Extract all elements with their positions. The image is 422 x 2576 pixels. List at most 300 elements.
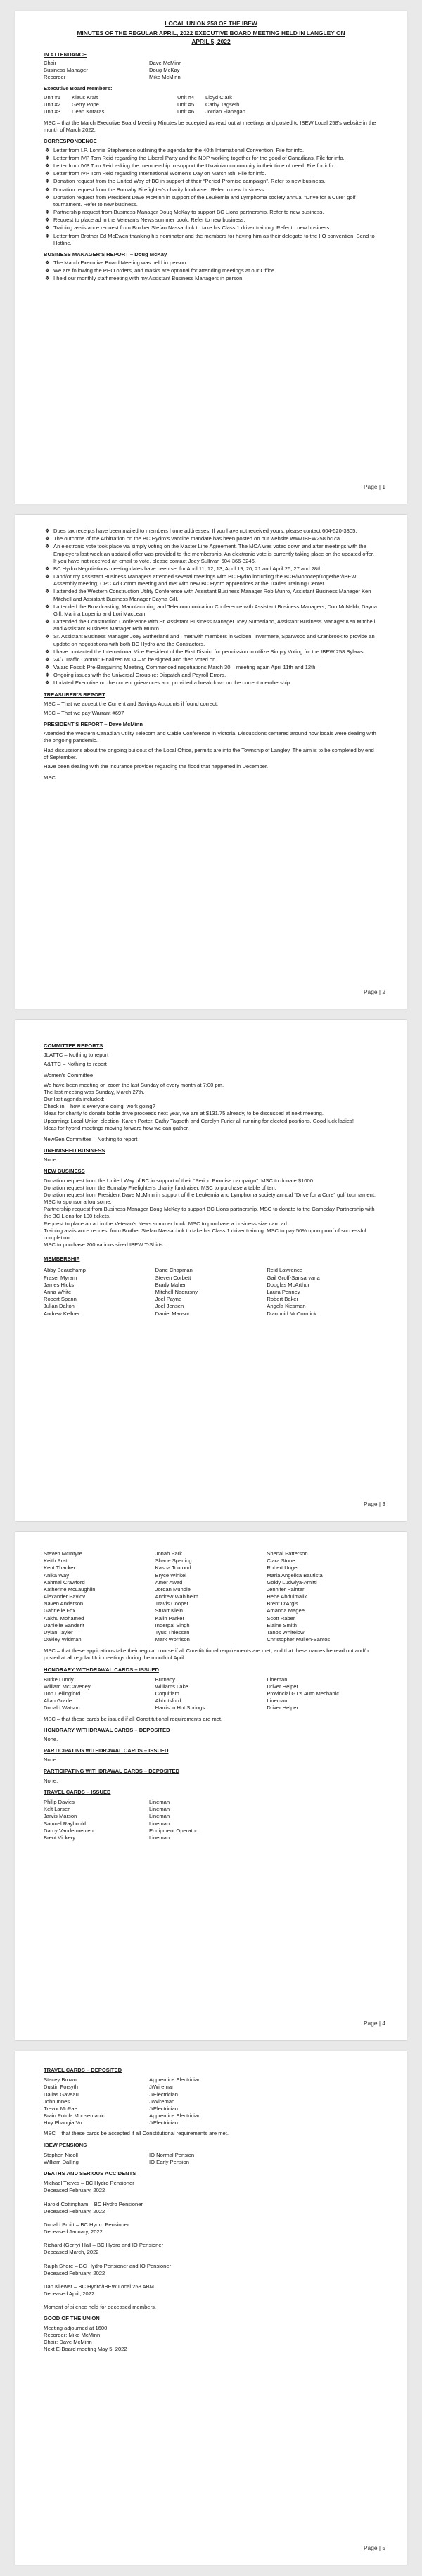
- bullet-icon: ❖: [45, 664, 50, 671]
- bullet-icon: ❖: [45, 535, 50, 542]
- member-name: Mark Worrison: [155, 1636, 190, 1643]
- business-manager-report-list: [44, 260, 378, 283]
- member-name: Shane Sperling: [155, 1557, 192, 1564]
- deceased-name: Richard (Gerry) Hall – BC Hydro and IO Pensioner: [44, 2242, 164, 2249]
- member-name: Robert Baker: [267, 1296, 299, 1303]
- list-item: [44, 680, 378, 687]
- table-row: [44, 1557, 378, 1564]
- table-row: [44, 1586, 378, 1593]
- table-row: [44, 1311, 378, 1318]
- bullet-icon: ❖: [45, 170, 50, 177]
- bullet-icon: ❖: [45, 178, 50, 185]
- member-name: Laura Penney: [267, 1288, 300, 1295]
- list-item-text: The outcome of the Arbitration on the BC Hydro's vaccine mandate has been posted on our website www.IBEW258.bc.ca: [53, 535, 340, 542]
- table-row: [44, 1550, 378, 1557]
- table-row: [44, 2105, 200, 2112]
- participating-issued-heading: PARTICIPATING WITHDRAWAL CARDS – ISSUED: [44, 1747, 169, 1754]
- table-row: [44, 1579, 378, 1586]
- member-name: Reid Lawrence: [267, 1267, 302, 1274]
- member-trade: Lineman: [149, 1820, 170, 1827]
- member-name: Travis Cooper: [155, 1600, 189, 1607]
- bullet-icon: ❖: [45, 260, 50, 267]
- member-name: John Innes: [44, 2098, 70, 2105]
- member-name: Maria Angelica Bautista: [267, 1571, 323, 1579]
- list-item: [44, 656, 378, 663]
- list-item: [44, 178, 378, 185]
- list-item-text: Sr. Assistant Business Manager Joey Sutherland and I met with members in Golden, Invermere, Sparwood and Cranbrook to provide an update on negotiations with both BC Hydro and the Contractors.: [53, 633, 375, 647]
- bullet-icon: ❖: [45, 565, 50, 572]
- member-name: Abby Beauchamp: [44, 1267, 86, 1274]
- member-location: Williams Lake: [155, 1683, 188, 1690]
- table-row: [44, 1615, 378, 1622]
- member-name: Fraser Myram: [44, 1274, 77, 1281]
- list-item: [44, 186, 378, 193]
- list-item: [44, 233, 378, 247]
- member-name: Katherine McLaughlin: [44, 1586, 96, 1593]
- bullet-icon: ❖: [45, 146, 50, 153]
- member-name: Burke Lundy: [44, 1676, 74, 1683]
- pension-type: IO Normal Pension: [149, 2151, 195, 2158]
- note-line: Check in – how is everyone doing, work going?: [44, 1103, 155, 1110]
- member-trade: Apprentice Electrician: [149, 2112, 201, 2119]
- list-item: [44, 528, 378, 535]
- membership-motion: MSC – that these applications take their regular course if all Constitutional requirements are met, and that these names be read out and/or posted at all regular Unit meetings during the month of April.: [44, 1647, 371, 1662]
- table-row: [44, 74, 181, 81]
- member-name: William Dalling: [44, 2158, 79, 2165]
- member-name: William McCaveney: [44, 1683, 91, 1690]
- page-number: Page | 5: [363, 2544, 385, 2551]
- list-item: [44, 2180, 378, 2194]
- honorary-issued-table: [44, 1676, 378, 1712]
- document-page-2: [15, 515, 407, 1009]
- table-row: [44, 1607, 378, 1614]
- list-item: [44, 260, 378, 267]
- member-name: Stacey Brown: [44, 2077, 77, 2084]
- table-row: [44, 67, 181, 74]
- member-location: Burnaby: [155, 1676, 175, 1683]
- list-item-text: BC Hydro Negotiations meeting dates have been set for April 11, 12, 13, April 19, 20, 21 and April 26, 27 and 28th.: [53, 565, 324, 572]
- member-name: Dane Chapman: [155, 1267, 193, 1274]
- member-location: Abbotsford: [155, 1697, 181, 1704]
- member-name: Amanda Magee: [267, 1607, 305, 1614]
- member-location: Harrison Hot Springs: [155, 1704, 205, 1711]
- note-line: Donation request from the Burnaby Firefighter's charity fundraiser. MSC to purchase a table of ten.: [44, 1184, 276, 1191]
- member-name: Brent Vickery: [44, 1834, 76, 1841]
- member-name: Steven McIntyre: [44, 1550, 82, 1557]
- table-row: [44, 1828, 197, 1835]
- note-line: Recorder: Mike McMinn: [44, 2331, 101, 2338]
- member-name: Keith Pratt: [44, 1557, 69, 1564]
- member-name: Gerry Pope: [72, 101, 99, 108]
- business-manager-report-list-continued: [44, 528, 378, 687]
- deceased-name: Michael Treves – BC Hydro Pensioner: [44, 2180, 134, 2187]
- unit-label: Unit #4: [177, 94, 195, 101]
- deceased-name: Harold Cottingham – BC Hydro Pensioner: [44, 2200, 143, 2207]
- member-name: Kent Thacker: [44, 1564, 76, 1571]
- bullet-icon: ❖: [45, 162, 50, 169]
- member-name: Elaine Smith: [267, 1621, 297, 1628]
- member-name: Jennifer Painter: [267, 1586, 305, 1593]
- member-name: Alexander Pavlov: [44, 1593, 86, 1600]
- member-trade: Lineman: [149, 1813, 170, 1820]
- list-item-text: Letter from Brother Ed McEwen thanking his nominator and the members for having him as their delegate to the I.O convention. Send to Hotline.: [53, 232, 375, 246]
- list-item: [44, 2263, 378, 2277]
- document-subtitle: MINUTES OF THE REGULAR APRIL, 2022 EXECUTIVE BOARD MEETING HELD IN LANGLEY ON APRIL 5, 2022: [77, 30, 345, 45]
- list-item-text: Ongoing issues with the Universal Group re: Dispatch and Payroll Errors.: [53, 672, 226, 679]
- bullet-icon: ❖: [45, 193, 50, 200]
- membership-heading: MEMBERSHIP: [44, 1256, 80, 1263]
- bullet-icon: ❖: [45, 648, 50, 655]
- president-report-text: Had discussions about the ongoing buildout of the Local Office, permits are into the Township of Langley. The aim is to be completed by end of September.: [44, 746, 374, 760]
- member-name: Brent D'Argis: [267, 1600, 298, 1607]
- table-row: [44, 1835, 197, 1842]
- list-item-text: I attended the Construction Conference with Sr. Assistant Business Manager Joey Sutherland, Assistant Business Manager Ken Mitchell and Assistant Business Manager Rob Munro.: [53, 618, 376, 632]
- note-line: Chair: Dave McMinn: [44, 2338, 92, 2345]
- bullet-icon: ❖: [45, 618, 50, 625]
- attendance-name: Doug McKay: [149, 67, 180, 74]
- honorary-issued-motion: MSC – that these cards be issued if all Constitutional requirements are met.: [44, 1715, 223, 1722]
- note-line: Request to place an ad in the Veteran's News summer book. MSC to purchase a business size card ad.: [44, 1220, 288, 1227]
- deaths-heading: DEATHS AND SERIOUS ACCIDENTS: [44, 2170, 136, 2177]
- member-trade: Lineman: [267, 1676, 288, 1683]
- list-item-text: I attended the Broadcasting, Manufacturing and Telecommunication Conference with Assistant Business Managers, Don McNabb, Dayna Gill, Marina Lupenio and Lori MacLean.: [53, 603, 377, 617]
- deaths-list: [44, 2180, 378, 2297]
- member-name: Don Dellingford: [44, 1690, 81, 1697]
- travel-issued-heading: TRAVEL CARDS – ISSUED: [44, 1788, 111, 1795]
- member-name: Darcy Vandermeulen: [44, 1827, 94, 1834]
- president-report-text: Attended the Western Canadian Utility Telecom and Cable Conference in Victoria. Discussions centered around how locals were dealing with the ongoing pandemic.: [44, 730, 376, 744]
- deceased-date: Deceased February, 2022: [44, 2207, 106, 2214]
- bullet-icon: ❖: [45, 573, 50, 580]
- note-line: Donation request from President Dave McMinn in support of the Leukemia and Lymphoma society annual “Drive for a Cure” golf tournament. MSC to sponsor a foursome.: [44, 1191, 376, 1206]
- member-name: Kasha Tourond: [155, 1564, 191, 1571]
- president-report-heading: PRESIDENT'S REPORT – Dave McMinn: [44, 721, 143, 728]
- note-line: MSC to purchase 200 various sized IBEW T-Shirts.: [44, 1242, 165, 1249]
- list-item-text: Letter from IVP Tom Reid asking the membership to support the Ukrainian community in their time of need. File for info.: [53, 162, 335, 169]
- member-name: Philip Davies: [44, 1798, 75, 1805]
- new-business-heading: NEW BUSINESS: [44, 1168, 85, 1175]
- table-row: [44, 1275, 378, 1282]
- list-item: [44, 209, 378, 216]
- note-line: Meeting adjourned at 1600: [44, 2324, 108, 2331]
- list-item-text: Donation request from the Burnaby Firefighter's charity fundraiser. Refer to new business.: [53, 186, 266, 193]
- unit-label: Unit #6: [177, 108, 195, 115]
- member-trade: J/Electrician: [149, 2091, 178, 2098]
- treasurer-motion-warrant: MSC – That we pay Warrant #697: [44, 709, 124, 716]
- list-item: [44, 275, 378, 282]
- note-line: Ideas for charity to donate bottle drive proceeds next year, we are at $131.75 already, to be discussed at next meeting.: [44, 1110, 324, 1117]
- list-item: [44, 633, 378, 647]
- member-name: Gail Groff-Sansarvaria: [267, 1274, 320, 1281]
- bullet-icon: ❖: [45, 217, 50, 224]
- travel-deposited-heading: TRAVEL CARDS – DEPOSITED: [44, 2067, 122, 2073]
- list-item-text: I held our monthly staff meeting with my Assistant Business Managers in person.: [53, 275, 244, 282]
- member-name: Jordan Flanagan: [205, 108, 245, 115]
- member-trade: J/Wireman: [149, 2084, 175, 2091]
- member-name: Donald Watson: [44, 1704, 80, 1711]
- note-line: Training assistance request from Brother Stefan Nassachuk to take his Class 1 driver training. MSC to pay 50% upon proof of successful completion.: [44, 1227, 366, 1241]
- member-name: Inderpal Singh: [155, 1621, 190, 1628]
- member-name: Douglas McArthur: [267, 1281, 310, 1288]
- bullet-icon: ❖: [45, 656, 50, 663]
- honorary-deposited-text: None.: [44, 1735, 58, 1742]
- member-name: Huy Phangia Vu: [44, 2119, 82, 2127]
- list-item: [44, 573, 378, 587]
- good-of-union-notes: [44, 2325, 378, 2354]
- list-item-text: Letter from IVP Tom Reid regarding the Liberal Party and the NDP working together for the good of Canadians. File for info.: [53, 154, 345, 161]
- exec-board-heading: Executive Board Members:: [44, 85, 113, 92]
- member-name: Dallas Gaveau: [44, 2091, 79, 2098]
- attendance-role: Business Manager: [44, 67, 88, 74]
- table-row: [44, 1622, 378, 1629]
- list-item: [44, 2201, 378, 2215]
- member-name: Robert Unger: [267, 1564, 299, 1571]
- honorary-deposited-heading: HONORARY WITHDRAWAL CARDS – DEPOSITED: [44, 1726, 170, 1733]
- list-item: [44, 535, 378, 542]
- list-item: [44, 162, 378, 170]
- participating-deposited-heading: PARTICIPATING WITHDRAWAL CARDS – DEPOSITED: [44, 1768, 180, 1775]
- table-row: [44, 1690, 378, 1697]
- bullet-icon: ❖: [45, 267, 50, 274]
- table-row: [44, 1704, 378, 1711]
- member-name: Goldy Ludwiya-Amitti: [267, 1579, 317, 1586]
- membership-table: [44, 1267, 378, 1317]
- table-row: [44, 1303, 378, 1310]
- list-item-text: 24/7 Traffic Control: Finalized MOA – to be signed and then voted on.: [53, 656, 217, 663]
- member-trade: Apprentice Electrician: [149, 2077, 201, 2084]
- member-trade: Lineman: [149, 1834, 170, 1841]
- member-name: Kelt Larsen: [44, 1806, 71, 1813]
- table-row: [44, 1282, 378, 1289]
- document-page-1: [15, 11, 407, 504]
- bullet-icon: ❖: [45, 275, 50, 282]
- member-trade: J/Wireman: [149, 2098, 175, 2105]
- moment-of-silence: Moment of silence held for deceased members.: [44, 2304, 156, 2311]
- committee-report-line: NewGen Committee – Nothing to report: [44, 1135, 138, 1142]
- member-name: Tyus Thiessen: [155, 1628, 190, 1635]
- list-item-text: Training assistance request from Brother Stefan Nassachuk to take his Class 1 driver training. Refer to new business.: [53, 224, 331, 231]
- president-report-text: Have been dealing with the insurance provider regarding the flood that happened in December.: [44, 763, 269, 770]
- member-name: Joel Jensen: [155, 1303, 184, 1310]
- list-item: [44, 170, 378, 177]
- participating-deposited-text: None.: [44, 1777, 58, 1784]
- member-name: Samuel Raybould: [44, 1820, 86, 1827]
- bullet-icon: ❖: [45, 680, 50, 687]
- attendance-heading: IN ATTENDANCE: [44, 51, 87, 58]
- member-name: Dean Kotaras: [72, 108, 105, 115]
- note-line: We have been meeting on zoom the last Sunday of every month at 7:00 pm.: [44, 1081, 224, 1088]
- member-name: Julian Dalton: [44, 1303, 75, 1310]
- member-trade: Lineman: [149, 1806, 170, 1813]
- table-row: [44, 2098, 200, 2105]
- member-name: Andrew Kellner: [44, 1310, 80, 1317]
- document-page-5: [15, 2051, 407, 2565]
- list-item: [44, 147, 378, 154]
- deceased-name: Dan Kliewer – BC Hydro/IBEW Local 258 ABM: [44, 2283, 155, 2290]
- member-name: James Hicks: [44, 1281, 75, 1288]
- member-name: Aakhu Mohamed: [44, 1614, 84, 1621]
- note-line: Ideas for hybrid meetings moving forward how we can gather.: [44, 1124, 189, 1131]
- unit-label: Unit #3: [44, 108, 61, 115]
- list-item: [44, 664, 378, 671]
- business-manager-report-heading: BUSINESS MANAGER'S REPORT – Doug McKay: [44, 250, 167, 257]
- bullet-icon: ❖: [45, 209, 50, 216]
- member-name: Daniel Mansur: [155, 1310, 190, 1317]
- page-number: Page | 4: [363, 2019, 385, 2027]
- member-name: Jordan Mundle: [155, 1586, 191, 1593]
- member-name: Steven Corbett: [155, 1274, 191, 1281]
- member-name: Dylan Tayler: [44, 1628, 73, 1635]
- member-name: Dustin Forsyth: [44, 2084, 78, 2091]
- good-of-union-heading: GOOD OF THE UNION: [44, 2315, 100, 2322]
- president-report-motion: MSC: [44, 774, 56, 782]
- list-item-text: Donation request from President Dave McMinn in support of the Leukemia and Lymphoma society annual “Drive for a Cure” golf tournament. Refer to new business.: [53, 193, 356, 208]
- document-title: LOCAL UNION 258 OF THE IBEW: [165, 20, 257, 27]
- member-trade: J/Electrician: [149, 2119, 178, 2127]
- note-line: Our last agenda included:: [44, 1096, 105, 1103]
- bullet-icon: ❖: [45, 543, 50, 550]
- table-row: [44, 2112, 200, 2119]
- member-name: Amer Awad: [155, 1579, 183, 1586]
- table-row: [44, 2077, 200, 2084]
- deceased-date: Deceased January, 2022: [44, 2229, 103, 2236]
- list-item: [44, 672, 378, 679]
- member-name: Gabrielle Fox: [44, 1607, 76, 1614]
- member-trade: Driver Helper: [267, 1704, 299, 1711]
- member-name: Jarvis Marson: [44, 1813, 77, 1820]
- table-row: [44, 1799, 197, 1806]
- table-row: [44, 2119, 200, 2127]
- list-item-text: Partnership request from Business Manager Doug McKay to support BC Lions partnership. Refer to new business.: [53, 209, 324, 216]
- member-name: Stuart Klein: [155, 1607, 183, 1614]
- member-name: Trevor McRae: [44, 2105, 77, 2112]
- list-item: [44, 2221, 378, 2236]
- attendance-role: Recorder: [44, 74, 66, 81]
- list-item: [44, 566, 378, 573]
- treasurer-motion: MSC – That we accept the Current and Savings Accounts if found correct.: [44, 700, 219, 707]
- list-item-text: Donation request from the United Way of BC in support of their “Period Promise campaign”. Refer to new business.: [53, 178, 326, 185]
- bullet-icon: ❖: [45, 186, 50, 193]
- womens-committee-label: Women's Committee: [44, 1071, 94, 1078]
- member-name: Danielle Sanderit: [44, 1621, 84, 1628]
- list-item: [44, 543, 378, 565]
- member-name: Scott Raber: [267, 1614, 295, 1621]
- member-name: Allan Grade: [44, 1697, 72, 1704]
- member-name: Anna White: [44, 1288, 72, 1295]
- list-item: [44, 604, 378, 618]
- table-row: [44, 1564, 378, 1571]
- table-row: [44, 1600, 378, 1607]
- pensions-table: [44, 2152, 194, 2166]
- unit-label: Unit #2: [44, 101, 61, 108]
- member-trade: Lineman: [267, 1697, 288, 1704]
- table-row: [44, 1593, 378, 1600]
- table-row: [44, 1813, 197, 1820]
- note-line: Donation request from the United Way of BC in support of their “Period Promise campaign”. MSC to donate $1000.: [44, 1177, 315, 1184]
- table-row: [44, 94, 378, 101]
- member-trade: Lineman: [149, 1798, 170, 1805]
- note-line: Partnership request from Business Manager Doug McKay to support BC Lions partnership. MSC to donate to the Gameday Partnership with the BC Lions for 100 tickets.: [44, 1206, 375, 1220]
- list-item: [44, 2242, 378, 2256]
- correspondence-list: [44, 147, 378, 247]
- travel-issued-table: [44, 1799, 197, 1842]
- list-item: [44, 194, 378, 208]
- member-name: Andrew Wahlheim: [155, 1593, 198, 1600]
- member-trade: Equipment Operator: [149, 1827, 198, 1834]
- table-row: [44, 1683, 378, 1690]
- member-trade: Driver Helper: [267, 1683, 299, 1690]
- table-row: [44, 1806, 197, 1813]
- member-name: Hebe Abdulmalik: [267, 1593, 307, 1600]
- list-item-text: An electronic vote took place via simply voting on the Master Line Agreement. The MOA was voted down and after meetings with the Employers last week an updated offer was provided to the membership. An electronic vote is currently taking place on the updated offer. If you have not received an email to vote, please contact Joey Sullivan 604-366-3246.: [53, 543, 375, 564]
- list-item: [44, 217, 378, 224]
- member-name: Oakley Widman: [44, 1636, 82, 1643]
- table-row: [44, 2152, 194, 2159]
- bullet-icon: ❖: [45, 224, 50, 231]
- womens-committee-notes: [44, 1082, 378, 1132]
- list-item-text: Letter from IVP Tom Reid regarding International Women's Day on March 8th. File for info.: [53, 170, 267, 177]
- deceased-date: Deceased February, 2022: [44, 2269, 106, 2276]
- table-row: [44, 1296, 378, 1303]
- membership-table-continued: [44, 1550, 378, 1643]
- member-name: Cathy Tagseth: [205, 101, 240, 108]
- list-item: [44, 588, 378, 602]
- bullet-icon: ❖: [45, 232, 50, 239]
- member-name: Shenal Patterson: [267, 1550, 308, 1557]
- table-row: [44, 1676, 378, 1683]
- table-row: [44, 108, 378, 115]
- list-item-text: I attended the Western Construction Utility Conference with Assistant Business Manager Rob Munro, Assistant Business Manager Ken Mitchell and Assistant Business Manager Dayna Gill.: [53, 588, 371, 602]
- member-name: Mitchell Nadrusny: [155, 1288, 198, 1295]
- member-trade: J/Electrician: [149, 2105, 178, 2112]
- table-row: [44, 1821, 197, 1828]
- treasurer-report-heading: TREASURER'S REPORT: [44, 691, 106, 698]
- member-name: Brady Maher: [155, 1281, 186, 1288]
- member-name: Angela Kiesman: [267, 1303, 306, 1310]
- member-name: Robert Spann: [44, 1296, 77, 1303]
- note-line: The last meeting was Sunday, March 27th.: [44, 1088, 145, 1095]
- list-item-text: I have contacted the International Vice President of the First District for permission to utilize Simply Voting for the IBEW 258 Bylaws.: [53, 648, 365, 655]
- correspondence-heading: CORRESPONDENCE: [44, 138, 97, 145]
- member-name: Brain Putola Moosemanic: [44, 2112, 105, 2119]
- member-name: Klaus Kraft: [72, 94, 98, 101]
- document-page-4: [15, 1532, 407, 2040]
- member-name: Naven Anderson: [44, 1600, 84, 1607]
- member-name: Tanos Whitelow: [267, 1628, 305, 1635]
- table-row: [44, 1267, 378, 1274]
- member-name: Kahmal Crawford: [44, 1579, 85, 1586]
- member-name: Bryce Winkel: [155, 1571, 186, 1579]
- table-row: [44, 2084, 200, 2091]
- bullet-icon: ❖: [45, 672, 50, 679]
- attendance-name: Mike McMinn: [149, 74, 181, 81]
- pension-type: IO Early Pension: [149, 2158, 189, 2165]
- committee-report-line: A&TTC – Nothing to report: [44, 1061, 107, 1068]
- member-name: Jonah Park: [155, 1550, 183, 1557]
- deceased-date: Deceased February, 2022: [44, 2187, 106, 2194]
- bullet-icon: ❖: [45, 603, 50, 610]
- bullet-icon: ❖: [45, 633, 50, 640]
- member-name: Stephen Nicoll: [44, 2151, 78, 2158]
- exec-board-table: [44, 94, 378, 116]
- unit-label: Unit #5: [177, 101, 195, 108]
- table-row: [44, 1572, 378, 1579]
- participating-issued-text: None.: [44, 1756, 58, 1764]
- member-name: Ciara Stone: [267, 1557, 295, 1564]
- table-row: [44, 101, 378, 108]
- new-business-notes: [44, 1178, 378, 1249]
- table-row: [44, 1289, 378, 1296]
